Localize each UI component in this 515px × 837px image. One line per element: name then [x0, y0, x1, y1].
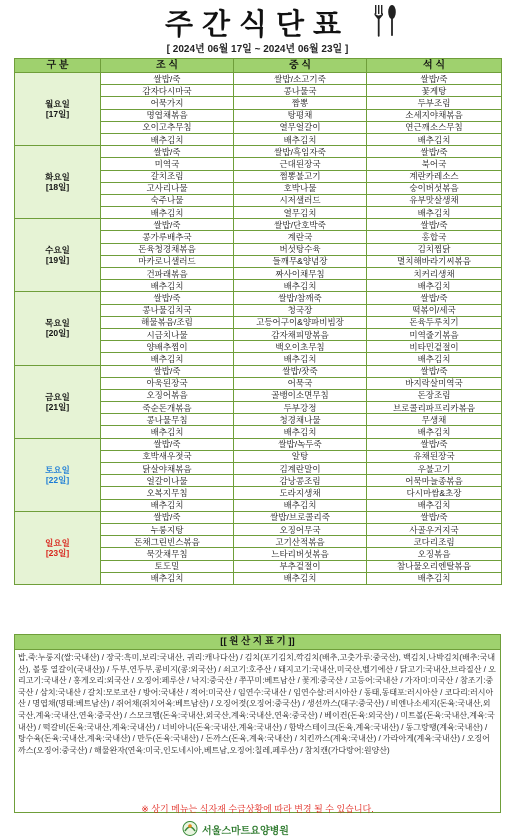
menu-cell: 쌀밥/참깨죽	[234, 292, 367, 304]
menu-cell: 얼갈이나물	[101, 475, 234, 487]
menu-cell: 꽃게탕	[367, 85, 502, 97]
date-range: [ 2024년 06월 17일 ~ 2024년 06월 23일 ]	[166, 44, 349, 55]
menu-cell: 브로콜리파프리카볶음	[367, 402, 502, 414]
day-date: [22일]	[45, 474, 70, 485]
menu-cell: 건파래볶음	[101, 268, 234, 280]
menu-cell: 숭이버섯볶음	[367, 182, 502, 194]
menu-cell: 감자채피망볶음	[234, 328, 367, 340]
menu-cell: 어묵가지	[101, 97, 234, 109]
menu-cell: 돈육청경채볶음	[101, 243, 234, 255]
menu-cell: 배추김치	[234, 572, 367, 584]
hospital-name: 서울스마트요양병원	[202, 826, 289, 837]
day-date: [21일]	[45, 401, 70, 412]
menu-cell: 근대된장국	[234, 158, 367, 170]
menu-cell: 배추김치	[101, 207, 234, 219]
menu-cell: 콩나물무침	[101, 414, 234, 426]
menu-cell: 바지락살미역국	[367, 377, 502, 389]
column-header: 조 식	[101, 59, 234, 73]
day-name: 금요일	[45, 391, 70, 402]
day-name: 수요일	[45, 245, 70, 256]
menu-cell: 배추김치	[234, 499, 367, 511]
menu-cell: 호박새우젓국	[101, 450, 234, 462]
menu-cell: 무생채	[367, 414, 502, 426]
menu-cell: 쌀밥/죽	[101, 365, 234, 377]
menu-cell: 떡볶이/세국	[367, 304, 502, 316]
menu-cell: 버섯탕수육	[234, 243, 367, 255]
menu-cell: 배추김치	[367, 133, 502, 145]
menu-cell: 누룽지탕	[101, 523, 234, 535]
menu-cell: 김계란말이	[234, 463, 367, 475]
menu-cell: 배추김치	[101, 280, 234, 292]
menu-cell: 계란국	[234, 231, 367, 243]
menu-cell: 숙주나물	[101, 194, 234, 206]
menu-cell: 쌀밥/죽	[367, 511, 502, 523]
menu-cell: 멸치해바라기씨볶음	[367, 255, 502, 267]
menu-cell: 짬뽕	[234, 97, 367, 109]
menu-cell: 쌀밥/죽	[367, 365, 502, 377]
menu-cell: 아욱된장국	[101, 377, 234, 389]
menu-cell: 다시마쌈&초장	[367, 487, 502, 499]
menu-cell: 돈육두루치기	[367, 316, 502, 328]
menu-cell: 유부맛살생채	[367, 194, 502, 206]
column-header: 구 분	[15, 59, 101, 73]
day-date: [18일]	[45, 182, 70, 193]
menu-cell: 고기산적볶음	[234, 536, 367, 548]
menu-cell: 도라지생채	[234, 487, 367, 499]
menu-cell: 김치찜닭	[367, 243, 502, 255]
menu-cell: 쌀밥/죽	[367, 73, 502, 85]
menu-cell: 북어국	[367, 158, 502, 170]
table-row	[15, 146, 502, 158]
menu-cell: 배추김치	[101, 426, 234, 438]
menu-cell: 양배추찜이	[101, 341, 234, 353]
cutlery-icon	[372, 4, 402, 38]
menu-cell: 배추김치	[234, 353, 367, 365]
origin-section	[14, 634, 501, 813]
menu-cell: 고사리나물	[101, 182, 234, 194]
menu-cell: 연근깨소스무침	[367, 121, 502, 133]
table-header-row	[15, 59, 502, 73]
table-row	[15, 219, 502, 231]
menu-cell: 배추김치	[101, 133, 234, 145]
menu-cell: 쌀밥/잣죽	[234, 365, 367, 377]
menu-cell: 열무김치	[234, 207, 367, 219]
day-date: [19일]	[45, 255, 70, 266]
menu-cell: 어묵국	[234, 377, 367, 389]
table-row	[15, 73, 502, 85]
origin-title: [[ 원 산 지 표 기 ]]	[15, 635, 500, 650]
change-notice: ※ 상기 메뉴는 식자재 수급상황에 따라 변경 될 수 있습니다.	[141, 804, 374, 814]
menu-cell: 토도밀	[101, 560, 234, 572]
column-header: 석 식	[367, 59, 502, 73]
menu-cell: 콩나물국	[234, 85, 367, 97]
menu-cell: 해물볶음/조림	[101, 316, 234, 328]
day-name: 화요일	[45, 172, 70, 183]
day-name: 토요일	[45, 464, 70, 475]
menu-cell: 쌀밥/죽	[101, 438, 234, 450]
menu-cell: 탕평채	[234, 109, 367, 121]
menu-cell: 배추김치	[367, 426, 502, 438]
menu-cell: 쌀밥/죽	[367, 146, 502, 158]
page-title: 주간식단표	[164, 9, 351, 41]
menu-cell: 배추김치	[234, 280, 367, 292]
menu-cell: 배추김치	[234, 426, 367, 438]
column-header: 중 식	[234, 59, 367, 73]
menu-cell: 백오이초무침	[234, 341, 367, 353]
day-date: [20일]	[45, 328, 70, 339]
table-row	[15, 438, 502, 450]
menu-cell: 쌀밥/흑임자죽	[234, 146, 367, 158]
menu-cell: 소세지야채볶음	[367, 109, 502, 121]
table-row	[15, 365, 502, 377]
day-name: 목요일	[45, 318, 70, 329]
menu-cell: 콩가루배추국	[101, 231, 234, 243]
menu-cell: 홍합국	[367, 231, 502, 243]
menu-cell: 청경채나물	[234, 414, 367, 426]
menu-cell: 돈채그린빈스볶음	[101, 536, 234, 548]
menu-cell: 짜사이채무침	[234, 268, 367, 280]
table-row	[15, 292, 502, 304]
menu-cell: 닭살야채볶음	[101, 463, 234, 475]
menu-cell: 청국장	[234, 304, 367, 316]
menu-cell: 쌀밥/죽	[101, 511, 234, 523]
menu-cell: 명엽채볶음	[101, 109, 234, 121]
menu-cell: 쌀밥/단호박죽	[234, 219, 367, 231]
menu-cell: 돈장조림	[367, 389, 502, 401]
menu-cell: 배추김치	[367, 353, 502, 365]
menu-cell: 배추김치	[367, 499, 502, 511]
day-date: [17일]	[45, 109, 70, 120]
weekly-menu-table	[14, 58, 502, 585]
menu-cell: 미역줄기볶음	[367, 328, 502, 340]
menu-cell: 쌀밥/죽	[101, 292, 234, 304]
day-label-cell	[15, 292, 101, 365]
menu-cell: 호박나물	[234, 182, 367, 194]
menu-cell: 쌀밥/죽	[101, 146, 234, 158]
day-name: 일요일	[45, 537, 70, 548]
menu-cell: 어묵마늘종볶음	[367, 475, 502, 487]
menu-cell: 코다리조림	[367, 536, 502, 548]
menu-cell: 콩나물김치국	[101, 304, 234, 316]
day-name: 월요일	[45, 99, 70, 110]
menu-cell: 오복지무침	[101, 487, 234, 499]
menu-cell: 사골우거지국	[367, 523, 502, 535]
day-label-cell	[15, 365, 101, 438]
menu-cell: 시금치나물	[101, 328, 234, 340]
menu-cell: 갈치조림	[101, 170, 234, 182]
day-label-cell	[15, 438, 101, 511]
menu-cell: 계란카레소스	[367, 170, 502, 182]
menu-cell: 감낭콩조림	[234, 475, 367, 487]
menu-cell: 오징어무국	[234, 523, 367, 535]
menu-cell: 배추김치	[234, 133, 367, 145]
menu-cell: 고등어구이&양파비빔장	[234, 316, 367, 328]
menu-cell: 느타리버섯볶음	[234, 548, 367, 560]
day-label-cell	[15, 219, 101, 292]
menu-cell: 쌀밥/브로콜리죽	[234, 511, 367, 523]
menu-cell: 쌀밥/죽	[367, 292, 502, 304]
menu-cell: 배추김치	[367, 207, 502, 219]
menu-cell: 미역국	[101, 158, 234, 170]
menu-cell: 마카로니샐러드	[101, 255, 234, 267]
menu-cell: 열무얼갈이	[234, 121, 367, 133]
menu-cell: 쩜뽕불고기	[234, 170, 367, 182]
menu-cell: 배추김치	[101, 353, 234, 365]
menu-cell: 배추김치	[101, 499, 234, 511]
origin-text: 밥,죽:누룽지(쌀:국내산) / 장국:흑미,보리:국내산, 귀리:캐나다산) / 김치(포기김치,깍김치(배추,고춧가루:중국산), 백김치,나박김치(배추:국내산), 볼퉁 열갈이(국내산)) / 두부,연두부,콩비지(콩:외국산) / 쇠고기:호주산 / 돼지고기:국내산,미국산,벨기에산 / 닭고기:국내산,브라질산 / 오리고기:국내산 / 홍게오리:외국산 / 오징어:페루산 / 낙지:중국산 / 쭈꾸미:베트남산 / 꽃게:중국산 / 고등어:국내산 / 가자미:미국산 / 참조기:중국산 / 삼치:국내산 / 갈치:모로코산 / 방어:국내산 / 적어:미국산 / 임연수:국내산 / 임연수살:러시아산 / 동태,동태포:러시아산 / 코다리:러시아산 / 명엽채(명태:베트남산) / 쥐어채(쥐치어육:베트남산) / 오징어젓(오징어:중국산) / 생선까스(대구:중국산) / 비엔나소세지(돈육:국내산,외국산,계육:국내산,연육:중국산) / 스모크햄(돈육:국내산,외국산,계육:국내산,연육:중국산) / 베이컨(돈육:외국산) / 미트볼(돈육:국내산,계육:국내산) / 떡갈비(돈육:국내산,계육:국내산) / 너비아니(돈육:국내산,계육:국내산) / 함박스테이크(돈육,계육:국내산) / 동그랑땡(계육:국내산) / 탕수육(돈육:국내산,계육:국내산) / 만두(돈육:국내산) / 돈까스(돈육,계육:국내산) / 치킨까스(계육:국내산) / 가라아게(계육:국내산) / 오징어까스(오징어:중국산) / 해물완자(연육:미국,인도네시아,베트남,오징어:칠레,페루산) / 참치캔(가다랑어:원양산)	[18, 653, 496, 755]
menu-cell: 두부강정	[234, 402, 367, 414]
menu-cell: 치커리생채	[367, 268, 502, 280]
menu-cell: 유채된장국	[367, 450, 502, 462]
menu-cell: 쌀밥/죽	[101, 73, 234, 85]
menu-cell: 시저샐러드	[234, 194, 367, 206]
menu-cell: 쌀밥/죽	[367, 219, 502, 231]
day-label-cell	[15, 146, 101, 219]
menu-cell: 비타민겉절이	[367, 341, 502, 353]
day-date: [23일]	[45, 547, 70, 558]
menu-cell: 쌀밥/소고기죽	[234, 73, 367, 85]
menu-cell: 쌀밥/죽	[367, 438, 502, 450]
menu-cell: 두부조림	[367, 97, 502, 109]
menu-cell: 오징볶음	[367, 548, 502, 560]
menu-cell: 알탕	[234, 450, 367, 462]
hospital-logo-icon	[182, 821, 198, 836]
menu-cell: 묵갓채무침	[101, 548, 234, 560]
menu-cell: 오이고추무침	[101, 121, 234, 133]
menu-cell: 쌀밥/녹두죽	[234, 438, 367, 450]
menu-cell: 오징어볶음	[101, 389, 234, 401]
menu-cell: 배추김치	[367, 572, 502, 584]
menu-cell: 들깨무&양념장	[234, 255, 367, 267]
menu-cell: 우불고기	[367, 463, 502, 475]
menu-cell: 배추김치	[367, 280, 502, 292]
table-row	[15, 511, 502, 523]
menu-cell: 배추김치	[101, 572, 234, 584]
menu-cell: 죽순돈개볶음	[101, 402, 234, 414]
menu-cell: 골뱅이소면무침	[234, 389, 367, 401]
day-label-cell	[15, 73, 101, 146]
menu-cell: 참나물오리엔탈볶음	[367, 560, 502, 572]
menu-cell: 부추겉절이	[234, 560, 367, 572]
day-label-cell	[15, 511, 101, 584]
menu-cell: 쌀밥/죽	[101, 219, 234, 231]
menu-cell: 감자다시마국	[101, 85, 234, 97]
